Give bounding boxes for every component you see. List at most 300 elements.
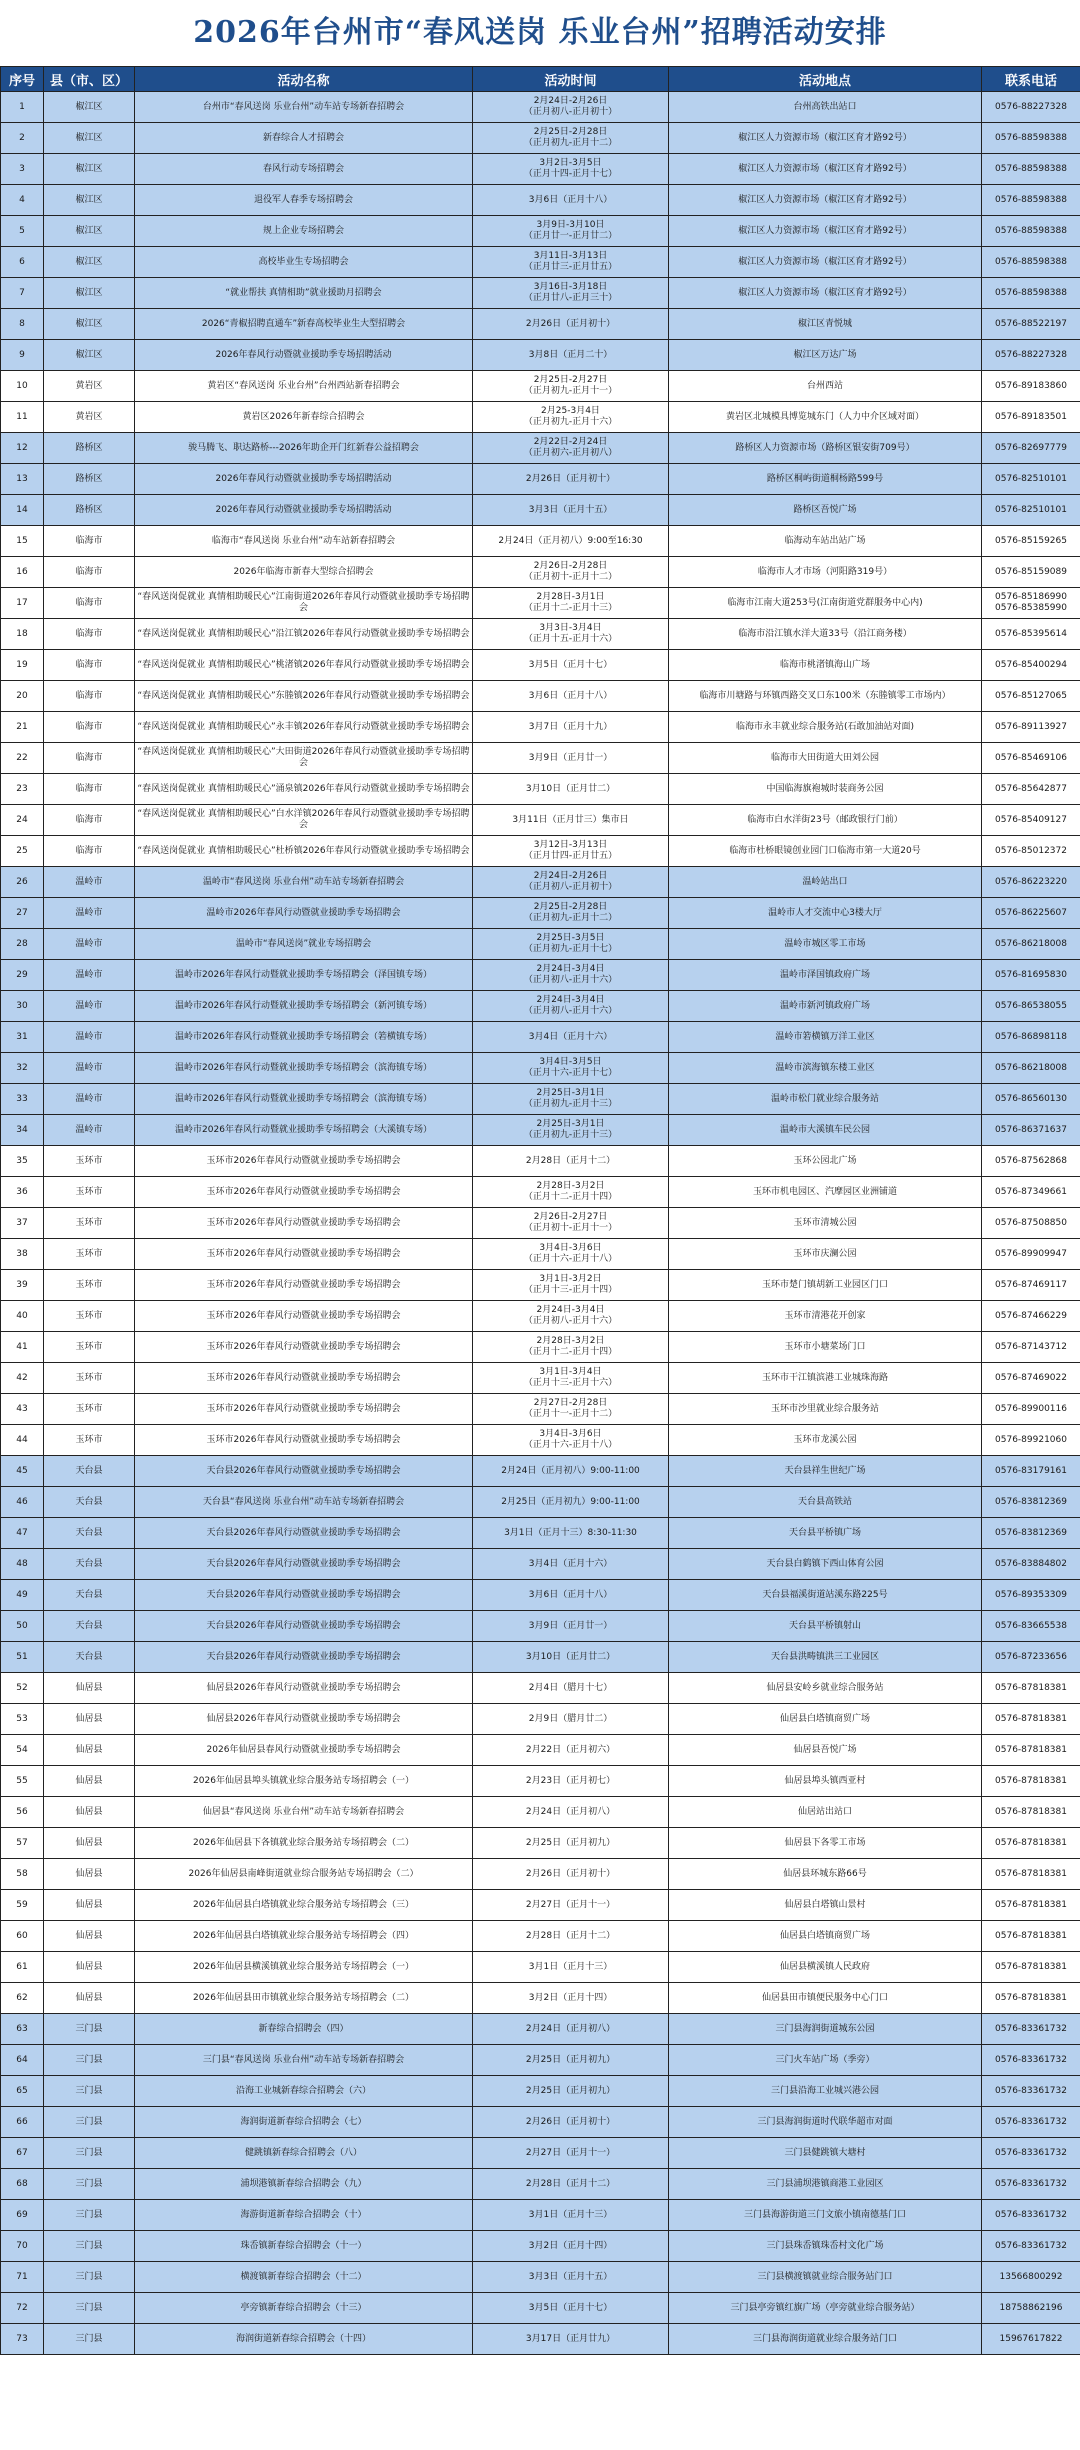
county-cell: 三门县 xyxy=(44,2045,135,2076)
phone-cell: 0576-83812369 xyxy=(982,1487,1080,1518)
event-place-cell: 三门县浦坝港镇商港工业园区 xyxy=(669,2169,982,2200)
event-time-cell: 2月26日-2月27日 （正月初十-正月十一） xyxy=(473,1208,669,1239)
row-number: 60 xyxy=(1,1921,44,1952)
event-name-cell: “春风送岗促就业 真情相助暖民心”永丰镇2026年春风行动暨就业援助季专场招聘会 xyxy=(135,712,473,743)
table-row xyxy=(1,92,1080,123)
header-place: 活动地点 xyxy=(669,67,982,92)
event-time-cell: 3月12日-3月13日 （正月廿四-正月廿五） xyxy=(473,836,669,867)
table-row xyxy=(1,836,1080,867)
phone-cell: 0576-87818381 xyxy=(982,1921,1080,1952)
county-cell: 三门县 xyxy=(44,2076,135,2107)
table-row xyxy=(1,154,1080,185)
header-phone: 联系电话 xyxy=(982,67,1080,92)
phone-cell: 0576-83361732 xyxy=(982,2231,1080,2262)
table-row xyxy=(1,1456,1080,1487)
event-time-cell: 2月25日（正月初九） xyxy=(473,2045,669,2076)
event-name-cell: 2026“青椒招聘直通车”新春高校毕业生大型招聘会 xyxy=(135,309,473,340)
event-name-cell: 台州市“春风送岗 乐业台州”动车站专场新春招聘会 xyxy=(135,92,473,123)
event-time-cell: 2月22日-2月24日 （正月初六-正月初八） xyxy=(473,433,669,464)
row-number: 29 xyxy=(1,960,44,991)
event-place-cell: 温岭市大溪镇车民公园 xyxy=(669,1115,982,1146)
event-time-cell: 2月23日（正月初七） xyxy=(473,1766,669,1797)
row-number: 22 xyxy=(1,743,44,774)
table-row xyxy=(1,2324,1080,2355)
phone-cell: 0576-85186990 0576-85385990 xyxy=(982,588,1080,619)
table-row xyxy=(1,650,1080,681)
event-time-cell: 3月1日-3月2日 （正月十三-正月十四） xyxy=(473,1270,669,1301)
event-place-cell: 天台县平桥镇广场 xyxy=(669,1518,982,1549)
row-number: 70 xyxy=(1,2231,44,2262)
header-county: 县（市、区） xyxy=(44,67,135,92)
table-row xyxy=(1,1146,1080,1177)
event-time-cell: 2月25日（正月初九） xyxy=(473,2076,669,2107)
county-cell: 玉环市 xyxy=(44,1146,135,1177)
row-number: 47 xyxy=(1,1518,44,1549)
row-number: 43 xyxy=(1,1394,44,1425)
event-time-cell: 3月1日（正月十三）8:30-11:30 xyxy=(473,1518,669,1549)
row-number: 67 xyxy=(1,2138,44,2169)
table-row xyxy=(1,2293,1080,2324)
county-cell: 温岭市 xyxy=(44,1084,135,1115)
event-name-cell: “春风送岗促就业 真情相助暖民心”杜桥镇2026年春风行动暨就业援助季专场招聘会 xyxy=(135,836,473,867)
county-cell: 临海市 xyxy=(44,805,135,836)
row-number: 35 xyxy=(1,1146,44,1177)
phone-cell: 0576-85409127 xyxy=(982,805,1080,836)
event-name-cell: 玉环市2026年春风行动暨就业援助季专场招聘会 xyxy=(135,1208,473,1239)
county-cell: 临海市 xyxy=(44,619,135,650)
county-cell: 玉环市 xyxy=(44,1177,135,1208)
table-row xyxy=(1,185,1080,216)
row-number: 59 xyxy=(1,1890,44,1921)
event-time-cell: 2月25日-2月27日 （正月初九-正月十一） xyxy=(473,371,669,402)
event-time-cell: 3月3日-3月4日 （正月十五-正月十六） xyxy=(473,619,669,650)
phone-cell: 0576-87818381 xyxy=(982,1859,1080,1890)
county-cell: 仙居县 xyxy=(44,1983,135,2014)
event-name-cell: “春风送岗促就业 真情相助暖民心”沿江镇2026年春风行动暨就业援助季专场招聘会 xyxy=(135,619,473,650)
phone-cell: 0576-86218008 xyxy=(982,1053,1080,1084)
table-row xyxy=(1,1828,1080,1859)
row-number: 37 xyxy=(1,1208,44,1239)
phone-cell: 0576-87508850 xyxy=(982,1208,1080,1239)
event-time-cell: 3月5日（正月十七） xyxy=(473,2293,669,2324)
event-name-cell: 新春综合人才招聘会 xyxy=(135,123,473,154)
row-number: 3 xyxy=(1,154,44,185)
event-time-cell: 3月2日-3月5日 （正月十四-正月十七） xyxy=(473,154,669,185)
phone-cell: 0576-89909947 xyxy=(982,1239,1080,1270)
table-row xyxy=(1,774,1080,805)
row-number: 28 xyxy=(1,929,44,960)
phone-cell: 0576-83361732 xyxy=(982,2045,1080,2076)
event-time-cell: 2月24日（正月初八）9:00-11:00 xyxy=(473,1456,669,1487)
county-cell: 临海市 xyxy=(44,526,135,557)
event-name-cell: 温岭市2026年春风行动暨就业援助季专场招聘会（泽国镇专场） xyxy=(135,960,473,991)
event-place-cell: 玉环市小塘菜场门口 xyxy=(669,1332,982,1363)
table-row xyxy=(1,1580,1080,1611)
event-place-cell: 仙居县安岭乡就业综合服务站 xyxy=(669,1673,982,1704)
event-time-cell: 3月16日-3月18日 （正月廿八-正月三十） xyxy=(473,278,669,309)
row-number: 65 xyxy=(1,2076,44,2107)
row-number: 34 xyxy=(1,1115,44,1146)
event-time-cell: 3月10日（正月廿二） xyxy=(473,774,669,805)
event-name-cell: 2026年仙居县横溪镇就业综合服务站专场招聘会（一） xyxy=(135,1952,473,1983)
event-place-cell: 三门火车站广场（季旁） xyxy=(669,2045,982,2076)
table-row xyxy=(1,898,1080,929)
phone-cell: 0576-87818381 xyxy=(982,1828,1080,1859)
phone-cell: 0576-87349661 xyxy=(982,1177,1080,1208)
event-name-cell: 2026年仙居县白塔镇就业综合服务站专场招聘会（三） xyxy=(135,1890,473,1921)
row-number: 10 xyxy=(1,371,44,402)
phone-cell: 0576-87818381 xyxy=(982,1983,1080,2014)
event-place-cell: 玉环市机电园区、汽摩园区业洲铺道 xyxy=(669,1177,982,1208)
event-name-cell: 天台县2026年春风行动暨就业援助季专场招聘会 xyxy=(135,1518,473,1549)
table-row xyxy=(1,2231,1080,2262)
row-number: 19 xyxy=(1,650,44,681)
event-place-cell: 玉环市庆澜公园 xyxy=(669,1239,982,1270)
event-name-cell: 三门县“春风送岗 乐业台州”动车站专场新春招聘会 xyxy=(135,2045,473,2076)
event-place-cell: 玉环市楚门镇胡新工业园区门口 xyxy=(669,1270,982,1301)
table-row xyxy=(1,123,1080,154)
row-number: 9 xyxy=(1,340,44,371)
event-place-cell: 三门县海润街道时代联华超市对面 xyxy=(669,2107,982,2138)
county-cell: 温岭市 xyxy=(44,929,135,960)
event-name-cell: 2026年春风行动暨就业援助季专场招聘活动 xyxy=(135,464,473,495)
table-row xyxy=(1,1735,1080,1766)
event-place-cell: 三门县横渡镇就业综合服务站门口 xyxy=(669,2262,982,2293)
event-name-cell: 玉环市2026年春风行动暨就业援助季专场招聘会 xyxy=(135,1425,473,1456)
event-place-cell: 玉环市清城公园 xyxy=(669,1208,982,1239)
event-place-cell: 椒江区青悦城 xyxy=(669,309,982,340)
table-row xyxy=(1,619,1080,650)
row-number: 17 xyxy=(1,588,44,619)
event-name-cell: 玉环市2026年春风行动暨就业援助季专场招聘会 xyxy=(135,1332,473,1363)
event-name-cell: “春风送岗促就业 真情相助暖民心”桃渚镇2026年春风行动暨就业援助季专场招聘会 xyxy=(135,650,473,681)
event-time-cell: 3月7日（正月十九） xyxy=(473,712,669,743)
page-title: 2026年台州市“春风送岗 乐业台州”招聘活动安排 xyxy=(193,15,887,50)
row-number: 7 xyxy=(1,278,44,309)
table-row xyxy=(1,1611,1080,1642)
event-name-cell: 仙居县2026年春风行动暨就业援助季专场招聘会 xyxy=(135,1704,473,1735)
phone-cell: 0576-83361732 xyxy=(982,2200,1080,2231)
event-place-cell: 天台县高铁站 xyxy=(669,1487,982,1518)
row-number: 33 xyxy=(1,1084,44,1115)
event-place-cell: 三门县海润街道就业综合服务站门口 xyxy=(669,2324,982,2355)
county-cell: 椒江区 xyxy=(44,247,135,278)
event-time-cell: 2月24日-3月4日 （正月初八-正月十六） xyxy=(473,991,669,1022)
table-row xyxy=(1,1487,1080,1518)
phone-cell: 0576-88522197 xyxy=(982,309,1080,340)
event-place-cell: 仙居县白塔镇商贸广场 xyxy=(669,1704,982,1735)
table-row xyxy=(1,2200,1080,2231)
event-name-cell: 2026年仙居县埠头镇就业综合服务站专场招聘会（一） xyxy=(135,1766,473,1797)
event-time-cell: 3月1日（正月十三） xyxy=(473,2200,669,2231)
event-name-cell: “春风送岗促就业 真情相助暖民心”白水洋镇2026年春风行动暨就业援助季专场招聘会 xyxy=(135,805,473,836)
county-cell: 温岭市 xyxy=(44,991,135,1022)
event-name-cell: 2026年临海市新春大型综合招聘会 xyxy=(135,557,473,588)
table-row xyxy=(1,216,1080,247)
event-place-cell: 椒江区人力资源市场（椒江区育才路92号） xyxy=(669,185,982,216)
phone-cell: 0576-87818381 xyxy=(982,1766,1080,1797)
event-place-cell: 仙居县横溪镇人民政府 xyxy=(669,1952,982,1983)
event-name-cell: 天台县2026年春风行动暨就业援助季专场招聘会 xyxy=(135,1549,473,1580)
event-place-cell: 天台县福溪街道站溪东路225号 xyxy=(669,1580,982,1611)
event-time-cell: 2月28日（正月十二） xyxy=(473,2169,669,2200)
phone-cell: 0576-85469106 xyxy=(982,743,1080,774)
phone-cell: 0576-88598388 xyxy=(982,216,1080,247)
event-time-cell: 2月25-3月4日 （正月初九-正月十六） xyxy=(473,402,669,433)
county-cell: 三门县 xyxy=(44,2107,135,2138)
county-cell: 三门县 xyxy=(44,2293,135,2324)
table-row xyxy=(1,371,1080,402)
phone-cell: 0576-85395614 xyxy=(982,619,1080,650)
event-place-cell: 天台县平桥镇射山 xyxy=(669,1611,982,1642)
row-number: 62 xyxy=(1,1983,44,2014)
table-row xyxy=(1,464,1080,495)
event-name-cell: 温岭市2026年春风行动暨就业援助季专场招聘会（大溪镇专场） xyxy=(135,1115,473,1146)
event-name-cell: 仙居县2026年春风行动暨就业援助季专场招聘会 xyxy=(135,1673,473,1704)
table-row xyxy=(1,1208,1080,1239)
event-name-cell: 海游街道新春综合招聘会（十） xyxy=(135,2200,473,2231)
phone-cell: 0576-88598388 xyxy=(982,123,1080,154)
county-cell: 临海市 xyxy=(44,557,135,588)
event-place-cell: 椒江区人力资源市场（椒江区育才路92号） xyxy=(669,247,982,278)
event-place-cell: 椒江区人力资源市场（椒江区育才路92号） xyxy=(669,278,982,309)
county-cell: 椒江区 xyxy=(44,154,135,185)
phone-cell: 0576-82510101 xyxy=(982,464,1080,495)
phone-cell: 0576-87818381 xyxy=(982,1890,1080,1921)
event-name-cell: 2026年仙居县春风行动暨就业援助季专场招聘会 xyxy=(135,1735,473,1766)
phone-cell: 0576-87818381 xyxy=(982,1735,1080,1766)
table-row xyxy=(1,495,1080,526)
phone-cell: 0576-86538055 xyxy=(982,991,1080,1022)
county-cell: 天台县 xyxy=(44,1611,135,1642)
row-number: 27 xyxy=(1,898,44,929)
event-name-cell: 横渡镇新春综合招聘会（十二） xyxy=(135,2262,473,2293)
row-number: 63 xyxy=(1,2014,44,2045)
row-number: 49 xyxy=(1,1580,44,1611)
table-row xyxy=(1,526,1080,557)
row-number: 53 xyxy=(1,1704,44,1735)
event-place-cell: 三门县亭旁镇红旗广场（亭旁就业综合服务站） xyxy=(669,2293,982,2324)
row-number: 40 xyxy=(1,1301,44,1332)
county-cell: 仙居县 xyxy=(44,1735,135,1766)
table-row xyxy=(1,1859,1080,1890)
event-place-cell: 临海市大田街道大田刘公园 xyxy=(669,743,982,774)
event-place-cell: 临海市江南大道253号(江南街道党群服务中心内) xyxy=(669,588,982,619)
event-name-cell: 天台县2026年春风行动暨就业援助季专场招聘会 xyxy=(135,1580,473,1611)
county-cell: 温岭市 xyxy=(44,898,135,929)
county-cell: 三门县 xyxy=(44,2262,135,2293)
event-place-cell: 温岭市滨海镇东楼工业区 xyxy=(669,1053,982,1084)
phone-cell: 0576-85159265 xyxy=(982,526,1080,557)
event-time-cell: 2月25日-3月1日 （正月初九-正月十三） xyxy=(473,1084,669,1115)
county-cell: 三门县 xyxy=(44,2200,135,2231)
event-name-cell: 温岭市2026年春风行动暨就业援助季专场招聘会（新河镇专场） xyxy=(135,991,473,1022)
phone-cell: 0576-83361732 xyxy=(982,2169,1080,2200)
row-number: 41 xyxy=(1,1332,44,1363)
row-number: 30 xyxy=(1,991,44,1022)
event-time-cell: 3月4日（正月十六） xyxy=(473,1549,669,1580)
event-time-cell: 3月4日（正月十六） xyxy=(473,1022,669,1053)
row-number: 14 xyxy=(1,495,44,526)
table-row xyxy=(1,1766,1080,1797)
county-cell: 玉环市 xyxy=(44,1394,135,1425)
event-place-cell: 台州西站 xyxy=(669,371,982,402)
phone-cell: 0576-83884802 xyxy=(982,1549,1080,1580)
county-cell: 天台县 xyxy=(44,1580,135,1611)
event-place-cell: 仙居站出站口 xyxy=(669,1797,982,1828)
event-time-cell: 2月24日-2月26日 （正月初八-正月初十） xyxy=(473,92,669,123)
event-time-cell: 2月26日（正月初十） xyxy=(473,309,669,340)
county-cell: 椒江区 xyxy=(44,185,135,216)
phone-cell: 0576-83665538 xyxy=(982,1611,1080,1642)
event-name-cell: 亭旁镇新春综合招聘会（十三） xyxy=(135,2293,473,2324)
county-cell: 天台县 xyxy=(44,1487,135,1518)
header-row xyxy=(1,67,1080,92)
table-row xyxy=(1,2138,1080,2169)
event-place-cell: 台州高铁出站口 xyxy=(669,92,982,123)
row-number: 44 xyxy=(1,1425,44,1456)
event-place-cell: 临海市白水洋街23号（邮政银行门前） xyxy=(669,805,982,836)
county-cell: 三门县 xyxy=(44,2014,135,2045)
event-time-cell: 2月24日-2月26日 （正月初八-正月初十） xyxy=(473,867,669,898)
event-time-cell: 2月28日-3月1日 （正月十二-正月十三） xyxy=(473,588,669,619)
row-number: 48 xyxy=(1,1549,44,1580)
event-time-cell: 3月6日（正月十八） xyxy=(473,185,669,216)
phone-cell: 0576-86560130 xyxy=(982,1084,1080,1115)
event-time-cell: 2月28日（正月十二） xyxy=(473,1921,669,1952)
event-name-cell: “春风送岗促就业 真情相助暖民心”东塍镇2026年春风行动暨就业援助季专场招聘会 xyxy=(135,681,473,712)
row-number: 16 xyxy=(1,557,44,588)
header-no: 序号 xyxy=(1,67,44,92)
row-number: 25 xyxy=(1,836,44,867)
table-row xyxy=(1,1022,1080,1053)
phone-cell: 0576-88227328 xyxy=(982,92,1080,123)
event-place-cell: 温岭市城区零工市场 xyxy=(669,929,982,960)
row-number: 15 xyxy=(1,526,44,557)
event-time-cell: 2月24日-3月4日 （正月初八-正月十六） xyxy=(473,1301,669,1332)
phone-cell: 15967617822 xyxy=(982,2324,1080,2355)
table-body xyxy=(1,92,1080,2355)
event-time-cell: 2月26日-2月28日 （正月初十-正月十二） xyxy=(473,557,669,588)
event-name-cell: 黄岩区2026年新春综合招聘会 xyxy=(135,402,473,433)
event-name-cell: 2026年仙居县下各镇就业综合服务站专场招聘会（二） xyxy=(135,1828,473,1859)
phone-cell: 0576-82697779 xyxy=(982,433,1080,464)
row-number: 45 xyxy=(1,1456,44,1487)
event-time-cell: 2月24日（正月初八）9:00至16:30 xyxy=(473,526,669,557)
event-name-cell: “就业帮扶 真情相助”就业援助月招聘会 xyxy=(135,278,473,309)
county-cell: 仙居县 xyxy=(44,1766,135,1797)
event-place-cell: 玉环市龙溪公园 xyxy=(669,1425,982,1456)
phone-cell: 0576-88227328 xyxy=(982,340,1080,371)
event-place-cell: 天台县祥生世纪广场 xyxy=(669,1456,982,1487)
row-number: 32 xyxy=(1,1053,44,1084)
event-place-cell: 温岭市松门就业综合服务站 xyxy=(669,1084,982,1115)
event-name-cell: 健跳镇新春综合招聘会（八） xyxy=(135,2138,473,2169)
event-name-cell: 仙居县“春风送岗 乐业台州”动车站专场新春招聘会 xyxy=(135,1797,473,1828)
event-name-cell: 玉环市2026年春风行动暨就业援助季专场招聘会 xyxy=(135,1270,473,1301)
header-name: 活动名称 xyxy=(135,67,473,92)
event-time-cell: 3月4日-3月5日 （正月十六-正月十七） xyxy=(473,1053,669,1084)
table-row xyxy=(1,2107,1080,2138)
county-cell: 椒江区 xyxy=(44,123,135,154)
table-row xyxy=(1,1983,1080,2014)
table-row xyxy=(1,2262,1080,2293)
event-place-cell: 仙居县白塔镇山景村 xyxy=(669,1890,982,1921)
event-name-cell: 天台县“春风送岗 乐业台州”动车站专场新春招聘会 xyxy=(135,1487,473,1518)
event-place-cell: 路桥区人力资源市场（路桥区银安街709号） xyxy=(669,433,982,464)
event-time-cell: 3月3日（正月十五） xyxy=(473,2262,669,2293)
county-cell: 椒江区 xyxy=(44,309,135,340)
event-name-cell: 温岭市2026年春风行动暨就业援助季专场招聘会（滨海镇专场） xyxy=(135,1053,473,1084)
event-time-cell: 3月6日（正月十八） xyxy=(473,1580,669,1611)
event-name-cell: 温岭市2026年春风行动暨就业援助季专场招聘会 xyxy=(135,898,473,929)
table-row xyxy=(1,1115,1080,1146)
county-cell: 临海市 xyxy=(44,774,135,805)
table-row xyxy=(1,1270,1080,1301)
phone-cell: 0576-85642877 xyxy=(982,774,1080,805)
phone-cell: 0576-83361732 xyxy=(982,2107,1080,2138)
event-time-cell: 2月9日（腊月廿二） xyxy=(473,1704,669,1735)
phone-cell: 0576-87469022 xyxy=(982,1363,1080,1394)
table-row xyxy=(1,929,1080,960)
event-place-cell: 临海市永丰就业综合服务站(石敢加油站对面) xyxy=(669,712,982,743)
event-name-cell: 2026年仙居县田市镇就业综合服务站专场招聘会（二） xyxy=(135,1983,473,2014)
event-time-cell: 3月4日-3月6日 （正月十六-正月十八） xyxy=(473,1425,669,1456)
row-number: 73 xyxy=(1,2324,44,2355)
event-name-cell: 玉环市2026年春风行动暨就业援助季专场招聘会 xyxy=(135,1239,473,1270)
row-number: 20 xyxy=(1,681,44,712)
table-row xyxy=(1,557,1080,588)
row-number: 5 xyxy=(1,216,44,247)
county-cell: 临海市 xyxy=(44,588,135,619)
table-row xyxy=(1,1053,1080,1084)
phone-cell: 0576-89113927 xyxy=(982,712,1080,743)
event-time-cell: 3月9日（正月廿一） xyxy=(473,743,669,774)
event-place-cell: 仙居县下各零工市场 xyxy=(669,1828,982,1859)
table-row xyxy=(1,805,1080,836)
phone-cell: 0576-85159089 xyxy=(982,557,1080,588)
event-place-cell: 临海市川塘路与环镇西路交叉口东100米（东塍镇零工市场内） xyxy=(669,681,982,712)
county-cell: 临海市 xyxy=(44,712,135,743)
event-place-cell: 椒江区人力资源市场（椒江区育才路92号） xyxy=(669,216,982,247)
phone-cell: 0576-83361732 xyxy=(982,2076,1080,2107)
phone-cell: 0576-85012372 xyxy=(982,836,1080,867)
event-name-cell: 海润街道新春综合招聘会（十四） xyxy=(135,2324,473,2355)
event-name-cell: 2026年仙居县白塔镇就业综合服务站专场招聘会（四） xyxy=(135,1921,473,1952)
phone-cell: 0576-87469117 xyxy=(982,1270,1080,1301)
event-place-cell: 临海市人才市场（河阳路319号） xyxy=(669,557,982,588)
event-time-cell: 2月28日（正月十二） xyxy=(473,1146,669,1177)
event-place-cell: 三门县海润街道城东公园 xyxy=(669,2014,982,2045)
event-place-cell: 三门县珠岙镇珠岙村文化广场 xyxy=(669,2231,982,2262)
event-place-cell: 玉环市清港花开创家 xyxy=(669,1301,982,1332)
county-cell: 椒江区 xyxy=(44,340,135,371)
event-time-cell: 2月28日-3月2日 （正月十二-正月十四） xyxy=(473,1177,669,1208)
phone-cell: 0576-83179161 xyxy=(982,1456,1080,1487)
event-place-cell: 三门县健跳镇大塘村 xyxy=(669,2138,982,2169)
event-place-cell: 临海市沿江镇水洋大道33号（沿江商务楼） xyxy=(669,619,982,650)
event-time-cell: 2月25日-3月1日 （正月初九-正月十三） xyxy=(473,1115,669,1146)
table-row xyxy=(1,1797,1080,1828)
county-cell: 椒江区 xyxy=(44,278,135,309)
event-place-cell: 玉环市沙里就业综合服务站 xyxy=(669,1394,982,1425)
event-place-cell: 仙居县田市镇便民服务中心门口 xyxy=(669,1983,982,2014)
event-name-cell: “春风送岗促就业 真情相助暖民心”大田街道2026年春风行动暨就业援助季专场招聘会 xyxy=(135,743,473,774)
row-number: 66 xyxy=(1,2107,44,2138)
county-cell: 天台县 xyxy=(44,1642,135,1673)
header-time: 活动时间 xyxy=(473,67,669,92)
phone-cell: 13566800292 xyxy=(982,2262,1080,2293)
